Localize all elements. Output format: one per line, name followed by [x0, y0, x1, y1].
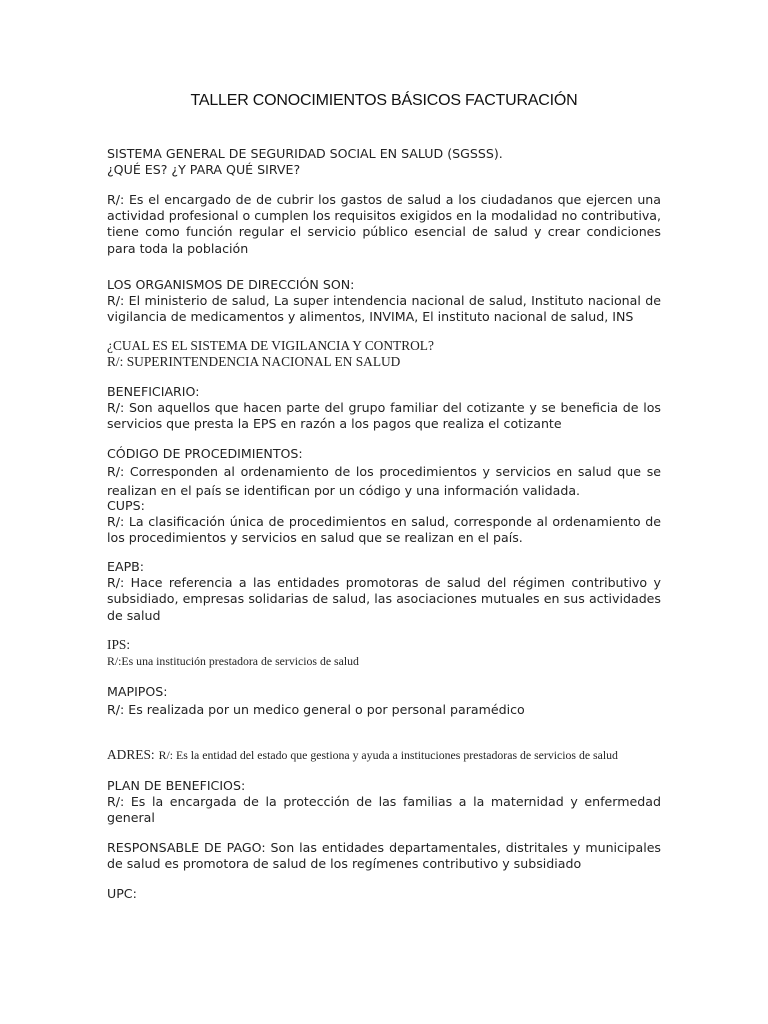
section-plan: [107, 778, 661, 827]
section-heading: UPC:: [107, 886, 137, 901]
section-mapipos: [107, 683, 661, 719]
section-heading: PLAN DE BENEFICIOS:: [107, 778, 246, 793]
section-answer: R/: La clasificación única de procedimientos en salud, corresponde al ordenamiento de los procedimientos y servicios en salud que se realizan en el país.: [107, 514, 661, 546]
section-heading: ¿CUAL ES EL SISTEMA DE VIGILANCIA Y CONTROL?: [107, 338, 434, 353]
section-heading: LOS ORGANISMOS DE DIRECCIÓN SON:: [107, 277, 355, 292]
section-organismos: [107, 277, 661, 326]
section-heading: SISTEMA GENERAL DE SEGURIDAD SOCIAL EN SALUD (SGSSS).: [107, 146, 503, 161]
section-heading: IPS:: [107, 637, 131, 652]
section-eapb: [107, 559, 661, 624]
section-answer: R/: Hace referencia a las entidades promotoras de salud del régimen contributivo y subsidiado, empresas solidarias de salud, las asociaciones mutuales en sus actividades de salud: [107, 575, 661, 623]
section-heading: EAPB:: [107, 559, 145, 574]
section-answer: R/: Es la entidad del estado que gestiona y ayuda a instituciones prestadoras de servicios de salud: [158, 748, 618, 762]
section-responsable: RESPONSABLE DE PAGO: Son las entidades departamentales, distritales y municipales de salud es promotora de salud de los regímenes contributivo y subsidiado: [107, 840, 661, 872]
section-upc: [107, 886, 661, 902]
section-adres: [107, 747, 661, 763]
section-question: ¿QUÉ ES? ¿Y PARA QUÉ SIRVE?: [107, 162, 301, 178]
section-heading: MAPIPOS:: [107, 684, 168, 699]
section-answer: R/: El ministerio de salud, La super intendencia nacional de salud, Instituto nacional de vigilancia de medicamentos y alimentos, INVIMA, El instituto nacional de salud, INS: [107, 293, 661, 325]
section-answer: R/: Es la encargada de la protección de las familias a la maternidad y enfermedad general: [107, 794, 661, 826]
section-answer: R/: SUPERINTENDENCIA NACIONAL EN SALUD: [107, 354, 401, 370]
section-answer: R/:Es una institución prestadora de servicios de salud: [107, 654, 359, 668]
section-cups: [107, 498, 661, 547]
section-answer: R/: Corresponden al ordenamiento de los procedimientos y servicios en salud que se realizan en el país se identifican por un código y una información validada.: [107, 464, 661, 499]
section-heading: CUPS:: [107, 498, 145, 513]
section-sgsss: [107, 146, 661, 178]
section-answer: R/: Son aquellos que hacen parte del grupo familiar del cotizante y se beneficia de los servicios que presta la EPS en razón a los pagos que realiza el cotizante: [107, 400, 661, 432]
section-heading: ADRES:: [107, 747, 155, 762]
section-ips: [107, 636, 661, 670]
section-heading: CÓDIGO DE PROCEDIMIENTOS:: [107, 446, 303, 461]
section-answer: R/: Es realizada por un medico general o por personal paramédico: [107, 702, 525, 717]
document-title: TALLER CONOCIMIENTOS BÁSICOS FACTURACIÓN: [190, 92, 578, 109]
section-beneficiario: [107, 384, 661, 433]
section-codigo: [107, 446, 661, 500]
section-vigilancia: [107, 338, 661, 370]
section-heading: BENEFICIARIO:: [107, 384, 200, 399]
section-answer: R/: Es el encargado de de cubrir los gastos de salud a los ciudadanos que ejercen una actividad profesional o cumplen los requisitos exigidos en la modalidad no contributiva, tiene como función regular el servicio público esencial de salud y crear condiciones para toda la población: [107, 192, 661, 256]
